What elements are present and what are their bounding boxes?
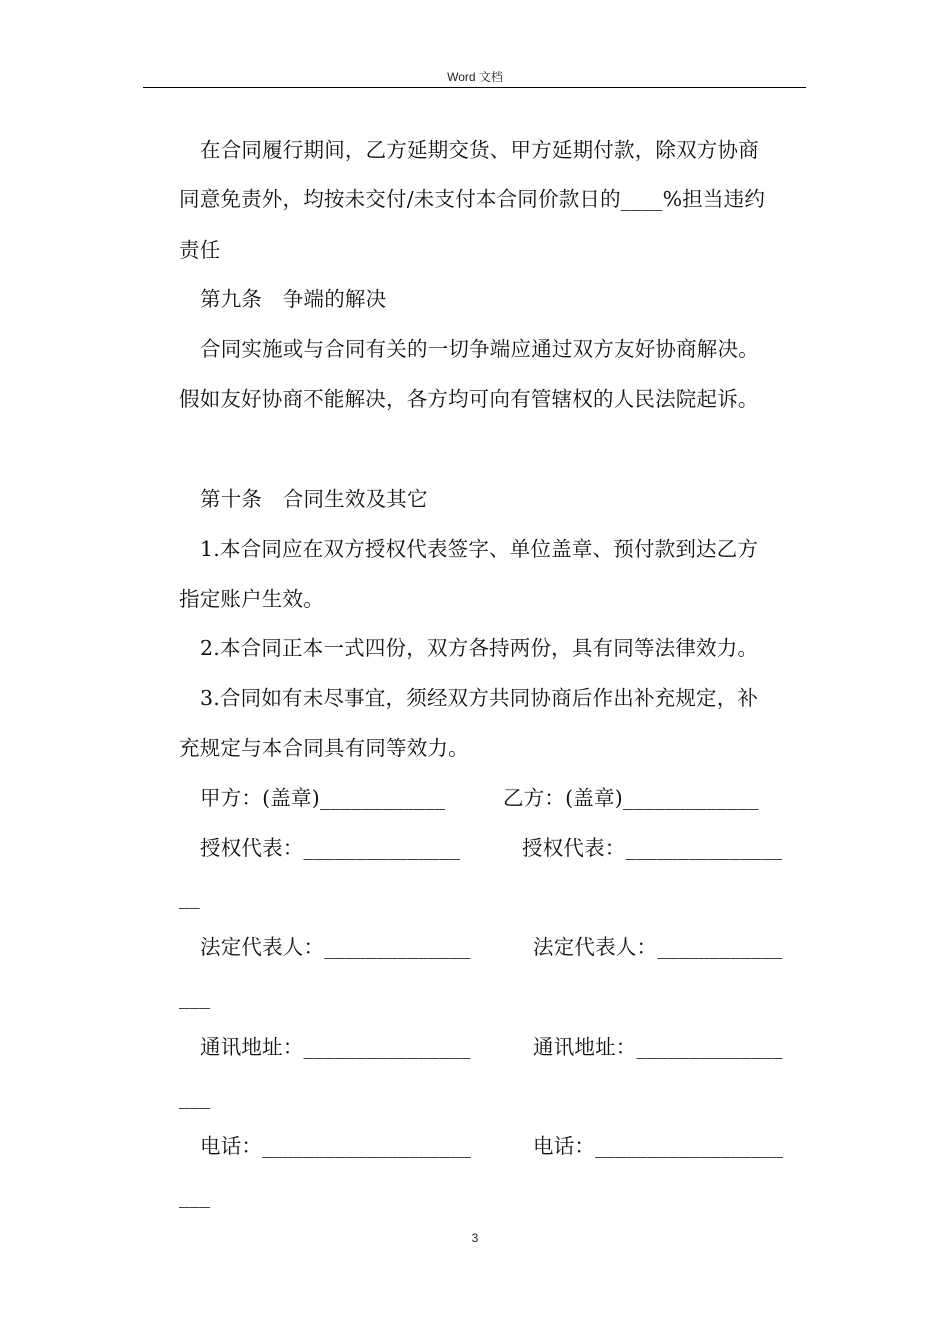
body-line: 合同实施或与合同有关的一切争端应通过双方友好协商解决。 — [200, 337, 759, 361]
article-heading: 第十条 合同生效及其它 — [200, 487, 428, 511]
party-a-representative: 授权代表：_______________ — [200, 836, 461, 860]
body-line: 2.本合同正本一式四份，双方各持两份，具有同等法律效力。 — [200, 636, 759, 660]
party-b-phone: 电话：__________________ — [533, 1134, 784, 1158]
party-b-address: 通讯地址：______________ — [533, 1035, 783, 1059]
article-heading: 第九条 争端的解决 — [200, 287, 387, 311]
body-line: 1.本合同应在双方授权代表签字、单位盖章、预付款到达乙方 — [200, 537, 759, 561]
page-header: Word 文档 — [447, 70, 503, 84]
underline-continuation: ___ — [179, 985, 211, 1009]
party-a-phone: 电话：____________________ — [200, 1134, 472, 1158]
party-a-address: 通讯地址：________________ — [200, 1035, 471, 1059]
underline-continuation: ___ — [179, 1184, 211, 1208]
body-line: 3.合同如有未尽事宜，须经双方共同协商后作出补充规定，补 — [200, 686, 759, 710]
party-b-legal-rep: 法定代表人：____________ — [533, 935, 783, 959]
body-line: 指定账户生效。 — [179, 587, 324, 611]
party-a-legal-rep: 法定代表人：______________ — [200, 935, 471, 959]
page-number: 3 — [471, 1231, 479, 1245]
underline-continuation: ___ — [179, 1085, 211, 1109]
party-a-seal: 甲方：(盖章)____________ — [200, 786, 446, 810]
body-line: 充规定与本合同具有同等效力。 — [179, 736, 469, 760]
body-line: 同意免责外，均按未交付/未支付本合同价款日的____%担当违约 — [179, 187, 766, 211]
party-b-representative: 授权代表：_______________ — [522, 836, 783, 860]
underline-continuation: __ — [179, 885, 200, 909]
body-line: 在合同履行期间，乙方延期交货、甲方延期付款，除双方协商 — [200, 138, 759, 162]
body-line: 责任 — [179, 238, 221, 262]
body-line: 假如友好协商不能解决，各方均可向有管辖权的人民法院起诉。 — [179, 387, 759, 411]
header-divider — [143, 87, 806, 88]
party-b-seal: 乙方：(盖章)_____________ — [503, 786, 759, 810]
